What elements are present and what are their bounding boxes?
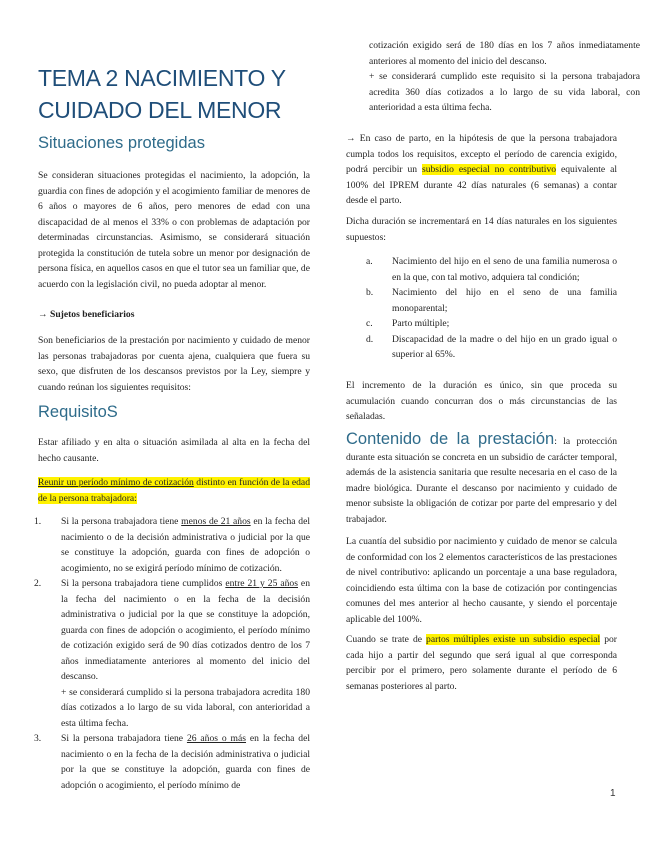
list-item: d. Discapacidad de la madre o del hijo en un grado igual o superior al 65%.	[366, 333, 617, 360]
page-number: 1	[610, 788, 616, 799]
requisitos-highlight: Reunir un período mínimo de cotización distinto en función de la edad de la persona trabajadora:	[38, 477, 310, 504]
sujetos-paragraph: Son beneficiarios de la prestación por nacimiento y cuidado de menor las personas trabajadoras por cuenta ajena, cualquiera que fuera su sexo, que disfruten de los descansos previstos por la Ley, siempre y cuando reúnan los siguientes requisitos:	[38, 335, 310, 393]
requisitos-intro: Estar afiliado y en alta o situación asimilada al alta en la fecha del hecho causante.	[38, 437, 310, 464]
heading-requisitos: RequisitoS	[38, 403, 118, 421]
page-title: TEMA 2 NACIMIENTO Y CUIDADO DEL MENOR	[38, 65, 286, 123]
heading-sujetos: → Sujetos beneficiarios	[38, 309, 135, 320]
list-item: 2. Si la persona trabajadora tiene cumplidos entre 21 y 25 años en la fecha del nacimiento o en la fecha de la decisión administrativa o judicial por la que se constituye la adopción, guarda con fines de adopción o acogimiento, el período mínimo de cotización exigido será de 90 días cotizados dentro de los 7 años inmediatamente anteriores al momento del inicio del descanso.	[34, 578, 310, 682]
requisitos-list	[34, 514, 311, 793]
multiples-paragraph: Cuando se trate de partos múltiples existe un subsidio especial por cada hijo a partir del segundo que será igual al que corresponda percibir por el primero, pero solamente durante el período de 6 semanas posteriores al parto.	[346, 634, 618, 692]
contenido-paragraph: Contenido de la prestación: la protección durante esta situación se concreta en un subsidio de carácter temporal, además de la asistencia sanitaria que resulte necesaria en el caso de la madre biológica. Durante el descanso por nacimiento y cuidado de menor subsiste la obligación de cotizar por parte del empresario y del trabajador.	[346, 430, 618, 525]
heading-contenido: Contenido de la prestación	[346, 430, 555, 448]
list-item: c. Parto múltiple;	[366, 318, 450, 329]
list-item: a. Nacimiento del hijo en el seno de una familia numerosa o en la que, con tal motivo, adquiera tal condición;	[366, 256, 617, 283]
item3-plus: + se considerará cumplido este requisito si la persona trabajadora acredita 360 días cotizados a lo largo de su vida laboral, con anterioridad a esta última fecha.	[369, 71, 640, 113]
supuestos-list	[366, 254, 617, 363]
item3-continuation: cotización exigido será de 180 días en los 7 años inmediatamente anteriores al momento del inicio del descanso.	[369, 40, 640, 67]
list-item: 1. Si la persona trabajadora tiene menos de 21 años en la fecha del nacimiento o de la decisión administrativa o judicial por la que se constituye la adopción, guarda con fines de adopción o acogimiento, no se exigirá período mínimo de cotización.	[34, 516, 311, 574]
list-item: b. Nacimiento del hijo en el seno de una familia monoparental;	[366, 287, 617, 314]
list-item-plus: + se considerará cumplido si la persona trabajadora acredita 180 días cotizados a lo largo de su vida laboral, con anterioridad a esta última fecha.	[61, 686, 310, 729]
list-item: 3. Si la persona trabajadora tiene 26 años o más en la fecha del nacimiento o en la fecha de la decisión administrativa o judicial por la que se constituye la adopción, guarda con fines de adopción o acogimiento, el período mínimo de	[34, 733, 310, 791]
heading-situaciones: Situaciones protegidas	[38, 134, 205, 152]
cuantia-paragraph: La cuantía del subsidio por nacimiento y cuidado de menor se calcula de conformidad con los 2 elementos característicos de las prestaciones de nivel contributivo: aplicando un porcentaje a una base reguladora, coincidiendo esta última con la base de cotización por contingencias comunes del mes anterior al hecho causante, y siendo el porcentaje aplicable del 100%.	[346, 536, 617, 625]
incremento-paragraph: El incremento de la duración es único, sin que proceda su acumulación cuando concurran dos o más circunstancias de las señaladas.	[346, 380, 617, 422]
parto-paragraph: → En caso de parto, en la hipótesis de que la persona trabajadora cumpla todos los requisitos, excepto el período de carencia exigido, podrá percibir un subsidio especial no contributivo equivalente al 100% del IPREM durante 42 días naturales (6 semanas) a contar desde el parto.	[346, 133, 618, 206]
duracion-paragraph: Dicha duración se incrementará en 14 días naturales en los siguientes supuestos:	[346, 216, 617, 243]
situaciones-paragraph: Se consideran situaciones protegidas el nacimiento, la adopción, la guardia con fines de adopción y el acogimiento familiar de menores de 6 años o mayores de 6 años, pero menores de edad con una discapacidad de al menos el 33% o con problemas de adaptación por determinadas circunstancias. Asimismo, se considerará situación protegida la constitución de tutela sobre un menor por designación de persona física, en aquellos casos en que el tutor sea un familiar que, de acuerdo con la legislación civil, no pueda adoptar al menor.	[38, 170, 310, 290]
